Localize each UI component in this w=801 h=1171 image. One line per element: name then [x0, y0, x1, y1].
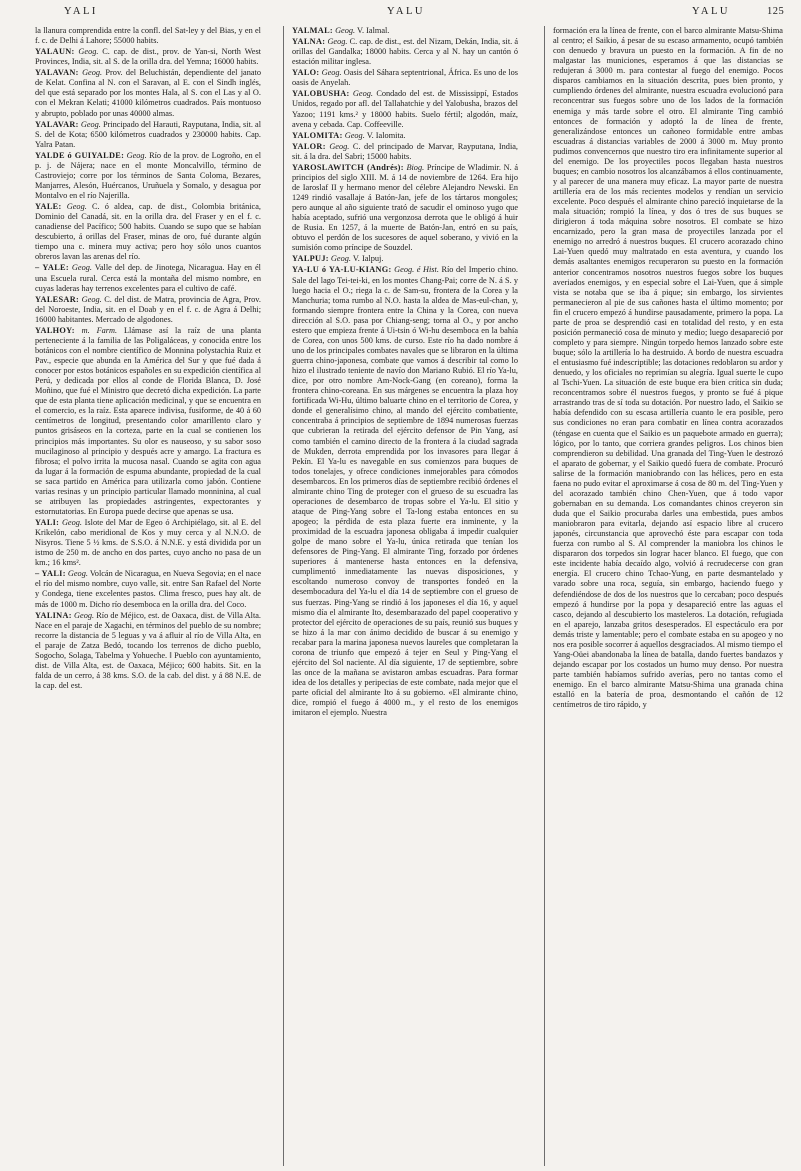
entry-headword: YALI:: [35, 518, 60, 527]
entry-headword: YAROSLAWITCH (Andrés):: [292, 162, 404, 172]
entry-headword: YALMAL:: [292, 26, 333, 35]
entry-headword: YALDE ó GUIYALDE:: [35, 150, 125, 160]
entry-headword: YALO:: [292, 68, 320, 78]
dictionary-entry: [35, 47, 261, 67]
entry-definition: Río de Méjico, est. de Oaxaca, dist. de Villa Alta. Nace en el paraje de Xagachi, en términos del pueblo de su nombre; recorre la distancia de 5 leguas y va á afluir al río de Villa Alta, en el paraje de Zatza Bedó, tocando los terrenos de dicho pueblo, Sogocho, Solaga, Tabelma y Yohueche. ‖ Pueblo con ayuntamiento, dist. de Villa Alta, est. de Oaxaca, Méjico; 600 habits. Sit. en la falda de un cerro, á 38 kms. S.O. de la cab. del dist. y á 88 N.E. de la cap. del est.: [35, 610, 261, 690]
entry-definition: Condado del est. de Mississippí, Estados Unidos, regado por afl. del Tallahatchie y del Yalobusha, brazos del Yazoo; 1191 kms.² y 18000 habits. Suelo fértil; algodón, maíz, avena y cebada. Cap. Coffeeville.: [292, 89, 518, 129]
entry-subject-abbr: Geog.: [66, 202, 87, 212]
entry-subject-abbr: Geog.: [78, 47, 99, 57]
entry-headword: YALINA:: [35, 610, 72, 620]
dictionary-entry: [292, 265, 518, 718]
dictionary-entry: [292, 26, 518, 36]
entry-subject-abbr: m. Farm.: [81, 325, 118, 335]
entry-subject-abbr: Biog.: [406, 162, 425, 172]
dictionary-entry: [35, 68, 261, 118]
entry-subject-abbr: Geog.: [80, 119, 101, 129]
entry-headword: YALAVAN:: [35, 68, 79, 78]
dictionary-entry: [35, 151, 261, 201]
entry-definition: Río del Imperio chino. Sale del lago Tei-tei-ki, en los montes Chang-Pai; corre de N. á S. y luego hacia el O.; riega la c. de Sam-su, frontera de la Corea y la Manchuria; toma rumbo al N.O. hasta la aldea de Mas-eul-chan, y, formando siempre frontera entre la China y la Corea, con nueva dirección al S.O. pasa por Chiang-seng; torna al O., y por ancho estero que empieza frente á Ui-tsin ó Wi-hu desemboca en la bahía de Corea, con unos 500 kms. de curso. Este río ha dado nombre á uno de los principales combates navales que se libraron en la última guerra chino-japonesa, combate que vamos á describir tal como lo hizo el ilustrado teniente de navío don Mariano Rubió. El río Ya-lu, dice, por otro nombre Am-Nock-Gang (en coreano), forma la frontera chino-coreana. En sus márgenes se encuentra la plaza hoy fortificada Wi-Hu, último baluarte chino en el territorio de Corea, y donde el generalísimo chino, al mando del ejército combatiente, concentraba á principios de septiembre de 1894 numerosas fuerzas que cubrieran la retirada del ejército defensor de Pin Yang, así como también el camino directo de la frontera á la ciudad sagrada de Mukden, derrota emprendida por los invasores para llegar á Pekín. El Ya-lu es navegable en sus comienzos para buques de todos tonelajes, y ofrece condiciones inmejorables para cómodos desembarcos. En los primeros días de septiembre recibió órdenes el almirante chino Ting de proteger con el grueso de su escuadra las operaciones de desembarco de tropas sobre el Ya-lu. El sitio y ataque de Ping-Yang sobre el Ta-long estaba entonces en su apogeo; la pérdida de esta plaza fuerte era inminente, y la proximidad de la escuadra japonesa obligaba á impedir cualquier golpe de mano sobre el Ya-lu, única retirada que tenían los defensores de Ping-Yang. El almirante Ting, forzado por órdenes superiores á mantenerse hasta entonces en la defensiva, cumplimentó inmediatamente las nuevas disposiciones, y escoltando numeroso convoy de transportes fondeó en la desembocadura del Ya-lu el día 14 de septiembre con el grueso de sus fuerzas. Ping-Yang se rindió á los japoneses el día 16, y aquel mismo día el almirante Ito, desembarazado del papel cooperativo y protector del ejército de operaciones de su país, reunió sus buques y se hizo á la mar con ánimo decidido de buscar á su enemigo y recabar para la marina japonesa nuevos laureles que completaran la corona de triunfo que empezó á tejer en Seul y Ping-Yang el ejército del Sol naciente. Al día siguiente, 17 de septiembre, sobre las once de la mañana se avistaron ambas escuadras. Para formar idea de los detalles y peripecias de este combate, nada mejor que el parte oficial del almirante Ito á su gobierno. «El almirante chino, dice, rompió el fuego á 4000 m., y el resto de los enemigos imitaron el ejemplo. Nuestra: [292, 265, 518, 718]
dictionary-entry: [292, 254, 518, 264]
entry-headword: YALNA:: [292, 37, 326, 47]
dictionary-entry: [35, 120, 261, 150]
dictionary-entry: [35, 202, 261, 262]
entry-headword: – YALI:: [35, 569, 66, 579]
entry-definition: C. del dist. de Matra, provincia de Agra, Prov. del Noroeste, India, sit. en el Doab y en el f. c. de Agra á Delhi; 16000 habitantes. Mercado de algodones.: [35, 294, 261, 324]
entry-definition: formación era la línea de frente, con el barco almirante Matsu-Shima al centro; el Saikio, á pesar de su escaso armamento, ocupó también con denuedo y bravura un puesto en la formación. A fin de no malgastar las municiones, esperamos á que las distancias se redujeran á 3000 m. para contestar al fuego del enemigo. Pocos disparos cambiamos en la situación descrita, pues bien pronto, y cumpliendo órdenes del almirante, nuestra escuadra evolucionó para reconcentrar sus fuegos sobre uno de los lados de la formación enemiga y más tarde sobre el otro. El almirante Ting cambió entonces de formación y adoptó la de línea de frente, generalizándose entonces un cañoneo formidable entre ambas escuadras á distancias variables de 2000 á 3000 m. Muy pronto pudimos convencernos que nuestro tiro era infinitamente superior al del enemigo. De los proyectiles pocos llegaban hasta nuestros buques; en cambio nosotros los alcanzábamos á ellos continuamente, y al parecer de una manera muy eficaz. La mayor parte de nuestra artillería era de los más recientes modelos y rendían un servicio excelente. Poco después el almirante chino pareció inquietarse de la mala situación; rompió la línea, y dos ó tres de sus buques se dirigieron á toda máquina sobre nosotros. El combate se hizo encarnizado, pero la gran masa de proyectiles lanzada por el enemigo no arredró á nuestros buques. El crucero acorazado chino Lai-Yuen quedó muy maltratado en esta aventura, y cuando los demás asaltantes enemigos recuperaron su puesto en la formación anterior concentramos nosotros nuestros fuegos sobre los buques averiados enemigos, y en especial sobre el Lai-Yuen, que á simple vista se notaba que se iba á pique; sin embargo, los sirvientes permanecieron al pie de sus cañones hasta el último momento; por fin el crucero empezó á hundirse pausadamente, primero la popa. La parte de proa se desprendió casi en totalidad del resto, y en esta posición permaneció cosa de minuto y medio; luego desapareció por completo y para siempre. Ningún torpedo hemos lanzado sobre este buque; sólo la artillería lo ha destruido. A bordo de nuestra escuadra el entusiasmo fué indescriptible; las dotaciones redoblaron su ardor y denuedo, y los oficiales no reprimían su alegría. Igual suerte le cupo al Tschi-Yuen. La situación de este buque era bien crítica sin duda; reconcentramos sobre él nuestros fuegos, y pronto se fué á pique arrastrando tras de sí toda su dotación. Por nuestro lado, el Saikio se había defendido con su escasa artillería cuanto le era posible, pero sus condiciones no eran para combatir en línea contra acorazados (téngase en cuenta que el Saikio es un paquebote armado en guerra); lógico, por lo tanto, que corriera grandes peligros. Los chinos bien comprendieron su debilidad. Una granada del Ting-Yuen le destrozó el aparato de gobernar, y el Saikio quedó fuera de combate. Procuró salirse de la formación maniobrando con las hélices, pero en esta faena no pudo evitar el aproximarse á cosa de 80 m. del Ting-Yuen y del acorazado también chino Chen-Yuen, que á todo vapor gobernaban en su demanda. Los comandantes chinos creyeron sin duda que el Saikio procuraba darles una embestida, pues ambos maniobraron para evitarla, dejando así espacio libre al crucero japonés, circunstancia que aprovechó éste para escapar con toda fuerza con rumbo al S. Al comprender la maniobra los chinos le dispararon dos torpedos sin lograr hacer blanco. El fuego, que con este incidente había decaído algo, volvió á recrudecerse con gran energía. El crucero chino Tchao-Yung, en parte desmantelado y varado sobre una roca, seguía, sin embargo, haciendo fuego y defendiéndose de dos de los nuestros que lo cercaban; poco después empezó á hundirse por la popa y desapareció entre las aguas el casco, dejando al descubierto los masteleros. La dotación, refugiada en el aparejo, lanzaba gritos desesperados. El espectáculo era por demás triste y lamentable; pero el combate estaba en su apogeo y no nos era posible socorrer á aquellos desgraciados. Al mismo tiempo el Yang-Oüei abandonaba la línea de batalla, dando fuertes bandazos y dejando escapar por los costados un humo muy denso. Por nuestra parte también habíamos sufrido averías, pero no tantas como el enemigo. En el barco almirante Matsu-Shima una granada china estalló en la batería de proa, desmontando el cañón de 12 centímetros de tiro rápido, y: [553, 26, 783, 710]
entry-definition: Principado del Harauti, Rayputana, India, sit. al S. del de Kota; 6500 kilómetros cuadrados y 230000 habits. Cap. Yalra Patan.: [35, 119, 261, 149]
entry-subject-abbr: Geog. é Hist.: [394, 265, 439, 275]
entry-definition: V. Ialomita.: [366, 130, 406, 140]
entry-headword: YALOMITA:: [292, 130, 343, 140]
entry-definition: Volcán de Nicaragua, en Nueva Segovia; en el nace el río del mismo nombre, cuyo valle, sit. entre San Rafael del Norte y Condega, tiene excelentes pastos. Clima fresco, pues hay alt. de más de 1000 m. Dicho río desemboca en la orilla dra. del Coco.: [35, 569, 261, 609]
entry-subject-abbr: Geog.: [67, 569, 88, 579]
entry-headword: – YALE:: [35, 263, 69, 273]
dictionary-entry: [292, 37, 518, 67]
text-column-3: [553, 26, 783, 1166]
dictionary-entry: [35, 326, 261, 517]
dictionary-entry: [35, 263, 261, 293]
entry-definition: C. cap. de dist., est. del Nizam, Dekán, India, sit. á orillas del Gandalka; 18000 habits. Cerca y al N. hay un cantón ó estación militar inglesa.: [292, 37, 518, 67]
dictionary-entry: [292, 142, 518, 162]
entry-definition: C. ó aldea, cap. de dist., Colombia británica, Dominio del Canadá, sit. en la orilla dra. del Fraser y en el f. c. canadiense del Pacífico; 500 habits. Cuando se supo que se habían descubierto, á orillas del Fraser, minas de oro, fué durante algún tiempo una c. minera muy activa; pero hoy sólo unos cuantos obreros lavan las arenas del río.: [35, 202, 261, 262]
dictionary-entry: [292, 89, 518, 129]
header-left-guide-word: YALI: [64, 6, 98, 17]
text-column-1: [35, 26, 261, 1166]
entry-subject-abbr: Geog.: [330, 254, 351, 264]
entry-subject-abbr: Geog.: [344, 130, 365, 140]
dictionary-entry: [35, 26, 261, 46]
entry-subject-abbr: Geog.: [61, 518, 82, 527]
entry-subject-abbr: Geog.: [327, 37, 348, 47]
entry-definition: Valle del dep. de Jinotega, Nicaragua. Hay en él una Escuela rural. Cerca está la montaña del mismo nombre, en cuyas laderas hay terrenos excelentes para el cultivo de café.: [35, 263, 261, 293]
entry-definition: Príncipe de Wladimir. N. á principios del siglo XIII. M. á 14 de noviembre de 1264. Era hijo de Iaroslaf II y hermano menor del célebre Alejandro Newski. En 1249 rindió vasallaje á Batón-Jan, jefe de los tártaros mongoles; pero aunque al año siguiente trató de sacudir el ominoso yugo que había aceptado, sufrió una vergonzosa derrota que le obligó á huir de Rusia. En 1257, á la muerte de Batón-Jan, entró en su país, obtuvo el perdón de los sucesores de aquel soberano, y vivió en la sumisión como príncipe de Souzdel.: [292, 162, 518, 253]
text-column-2: [292, 26, 518, 1166]
entry-subject-abbr: Geog.: [74, 610, 95, 620]
entry-definition: V. Ialmal.: [357, 26, 390, 35]
entry-subject-abbr: Geog.: [81, 294, 102, 304]
dictionary-entry: [35, 611, 261, 692]
header-center-guide-word: YALU: [387, 6, 425, 17]
entry-definition: Prov. del Beluchistán, dependiente del janato de Kelat. Confina al N. con el Saravan, al E. con el Sindh inglés, del que está separado por los montes Hala, al S. con el Las y al O. con el Mekran Kelati; 41000 kilómetros cuadrados. País montuoso y abrupto, poblado por unas 40000 almas.: [35, 68, 261, 118]
entry-definition: Llámase así la raíz de una planta perteneciente á la familia de las Poligaláceas, y conocida entre los botánicos con el nombre científico de Monnina polystachia Ruiz et Pav., especie que abunda en la América del Sur y que fué dada á conocer por estos botánicos españoles en su expedición científica al Perú, y dedicada por ellos al conde de Florida Blanca, D. José Moñino, que fué el Ministro que decretó dicha expedición. La parte que de esta planta tiene aplicación medicinal, y que se encuentra en el comercio, es la raíz. Esta aparece indivisa, fusiforme, de 40 á 60 centímetros de longitud, presentando color amarillento claro y puntos grisáseos en la corteza, parte en la cual se contienen los principios más importantes. Su olor es nauseoso, y su sabor soso mucilaginoso al principio y después acre y amargo. La fractura es fibrosa; el polvo irrita la mucosa nasal. Cuando se agita con agua da lugar á la formación de espuma abundante, propiedad de la cual se saca partido en América para utilizarla como jabón. Contiene varias resinas y un principio particular llamado monninina, al cual se atribuyen las propiedades astringentes, expectorantes y estornutatorias. En Europa puede decirse que apenas se usa.: [35, 325, 261, 516]
dictionary-entry: [35, 295, 261, 325]
entry-subject-abbr: Geog.: [335, 26, 356, 35]
dictionary-entry: [292, 131, 518, 141]
entry-definition: C. del principado de Marvar, Rayputana, India, sit. á la dra. del Sabri; 15000 habits.: [292, 141, 518, 161]
column-divider: [544, 26, 545, 1166]
entry-subject-abbr: Geog.: [71, 263, 92, 273]
running-head: [0, 6, 801, 22]
dictionary-entry: [35, 518, 261, 568]
entry-headword: YALOR:: [292, 141, 326, 151]
entry-headword: YALAUN:: [35, 47, 75, 57]
entry-headword: YALHOY:: [35, 325, 75, 335]
entry-definition: Islote del Mar de Egeo ó Archipiélago, sit. al E. del Krikelón, cabo meridional de Kos y muy cerca y al N.N.O. de Nisyros. Tiene 5 ½ kms. de S.S.O. á N.N.E. y está dividida por un istmo de 250 m. de ancho en dos partes, cuyo ancho no pasa de un km.; 16 kms².: [35, 518, 261, 568]
entry-definition: Oasis del Sáhara septentrional, África. Es uno de los oasis de Anyelah.: [292, 68, 518, 88]
entry-subject-abbr: Geog.: [352, 89, 373, 99]
entry-subject-abbr: Geog.: [329, 141, 350, 151]
entry-definition: V. Ialpuj.: [352, 254, 384, 264]
header-right-guide-word: YALU: [692, 6, 730, 17]
entry-headword: YALESAR:: [35, 294, 80, 304]
dictionary-entry: [292, 68, 518, 88]
entry-definition: la llanura comprendida entre la confl. del Sat-ley y del Bias, y en el f. c. de Delhi á Lahore; 55000 habits.: [35, 26, 261, 46]
entry-definition: C. cap. de dist., prov. de Yan-si, North West Provinces, India, sit. al S. de la orilla dra. del Yemna; 16000 habits.: [35, 47, 261, 67]
dictionary-entry: [35, 569, 261, 609]
entry-subject-abbr: Geog.: [126, 150, 147, 160]
entry-definition: Río de la prov. de Logroño, en el p. j. de Nájera; nace en el monte Moncalvillo, término de Castroviejo; corre por los términos de Santa Coloma, Bezares, Manjarres, Alesón, Huércanos, Uruñuela y Somalo, y desagua por Montalvo en el río Najerilla.: [35, 150, 261, 200]
page-number: 125: [767, 6, 785, 17]
dictionary-entry: [292, 163, 518, 254]
entry-headword: YALPUJ:: [292, 254, 329, 264]
dictionary-entry: [553, 26, 783, 710]
entry-headword: YALAVAR:: [35, 119, 79, 129]
column-divider: [283, 26, 284, 1166]
entry-subject-abbr: Geog.: [321, 68, 342, 78]
entry-headword: YALOBUSHA:: [292, 89, 350, 99]
entry-headword: YA-LU ó YA-LU-KIANG:: [292, 265, 392, 275]
entry-subject-abbr: Geog.: [82, 68, 103, 78]
entry-headword: YALE:: [35, 202, 62, 212]
